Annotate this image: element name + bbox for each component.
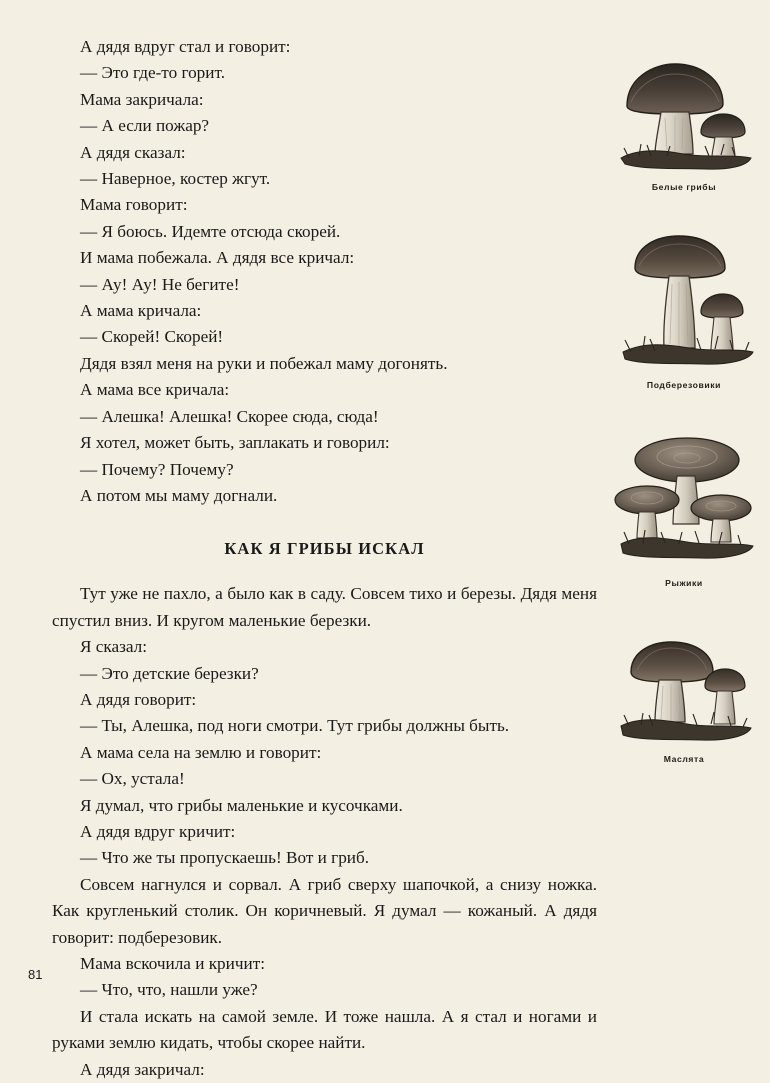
butter-mushroom-icon [609,622,759,750]
story-line: — Что, что, нашли уже? [80,980,258,1000]
story-line: — Что же ты пропускаешь! Вот и гриб. [80,848,370,868]
figure-caption: Подберезовики [646,380,722,390]
story-line: А мама все кричала: [80,380,230,400]
story-second-block [52,581,597,1083]
mushroom-illustration-birch-bolete [609,226,759,390]
story-line: — Ау! Ау! Не бегите! [80,274,240,294]
story-line: А дядя сказал: [80,142,186,162]
story-paragraph: И стала искать на самой земле. И тоже нашла. А я стал и ногами и руками землю кидать, чтобы скорее найти. [52,1006,597,1053]
story-line: — Скорей! Скорей! [80,327,224,347]
story-title: КАК Я ГРИБЫ ИСКАЛ [224,539,425,559]
page-number: 81 [28,967,43,982]
illustration-column [609,34,759,798]
story-line: Я хотел, может быть, заплакать и говорил: [80,433,390,453]
boletus-icon [609,50,759,178]
story-line: — Я боюсь. Идемте отсюда скорей. [80,221,341,241]
story-top-block [52,34,597,509]
story-line: — Ты, Алешка, под ноги смотри. Тут грибы должны быть. [80,716,510,736]
story-line: А дядя вдруг стал и говорит: [80,37,291,56]
text-column [52,34,597,1083]
story-line: Я думал, что грибы маленькие и кусочками. [80,795,403,815]
story-line: А дядя говорит: [80,689,197,709]
figure-caption: Белые грибы [651,182,717,192]
story-line: Мама закричала: [80,89,204,109]
story-line: И мама побежала. А дядя все кричал: [80,248,355,268]
story-paragraph: Тут уже не пахло, а было как в саду. Совсем тихо и березы. Дядя меня спустил вниз. И кругом маленькие березки. [52,584,597,630]
mushroom-illustration-boletus [609,50,759,192]
story-line: А мама села на землю и говорит: [80,742,322,762]
story-line: — Почему? Почему? [80,459,234,479]
page-columns [52,34,740,1083]
story-line: Мама говорит: [80,195,188,215]
story-line: Я сказал: [80,637,148,657]
mushroom-illustration-butter-mushroom [609,622,759,764]
story-line: — Это где-то горит. [80,63,225,83]
birch-bolete-icon [609,226,759,376]
figure-caption: Рыжики [665,578,703,588]
story-line: Мама вскочила и кричит: [80,954,265,973]
story-line: — Ох, устала! [80,769,185,789]
story-line: — Наверное, костер жгут. [80,169,271,189]
story-line: — Алешка! Алешка! Скорее сюда, сюда! [80,406,379,426]
saffron-milk-cap-icon [609,424,759,574]
mushroom-illustration-saffron-milk-cap [609,424,759,588]
story-line: Дядя взял меня на руки и побежал маму догонять. [80,353,448,373]
story-line: А дядя закричал: [80,1059,205,1079]
story-line: А потом мы маму догнали. [80,485,278,505]
story-line: А мама кричала: [80,301,202,321]
story-line: — Это детские березки? [80,663,259,683]
story-line: — А если пожар? [80,116,210,136]
figure-caption: Маслята [663,754,705,764]
story-line: А дядя вдруг кричит: [80,821,236,841]
story-paragraph: Совсем нагнулся и сорвал. А гриб сверху шапочкой, а снизу ножка. Как кругленький столик. Он коричневый. Я думал — кожаный. А дядя говорит: подберезовик. [52,874,597,947]
